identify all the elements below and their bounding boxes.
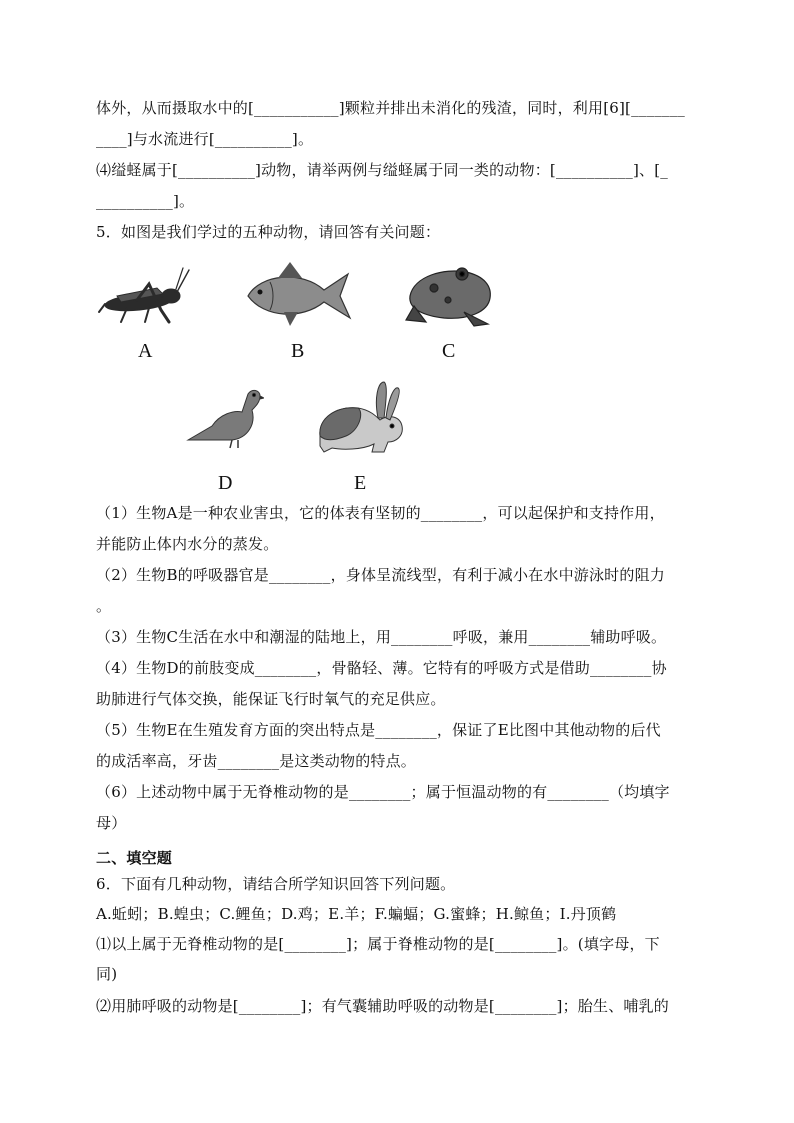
- carp-fish-icon: [244, 260, 352, 330]
- q4-line-3: ⑷缢蛏属于[__________]动物，请举两例与缢蛏属于同一类的动物：[__________]、[_: [96, 161, 668, 179]
- rabbit-icon: [316, 380, 406, 456]
- pigeon-icon: [186, 384, 264, 450]
- grasshopper-icon: [97, 266, 193, 328]
- q4-line-2: ____]与水流进行[__________]。: [96, 130, 314, 148]
- q5-sub2-line1: （2）生物B的呼吸器官是________，身体呈流线型，有利于减小在水中游泳时的阻力: [96, 566, 665, 584]
- q5-sub6-line2: 母）: [96, 814, 127, 832]
- q5-sub6-line1: （6）上述动物中属于无脊椎动物的是________；属于恒温动物的有________（均填字: [96, 783, 670, 801]
- q5-stem: 5．如图是我们学过的五种动物，请回答有关问题：: [96, 223, 441, 241]
- frog-icon: [404, 262, 496, 328]
- q5-sub1-line2: 并能防止体内水分的蒸发。: [96, 535, 279, 553]
- q5-sub5-line2: 的成活率高，牙齿________是这类动物的特点。: [96, 752, 417, 770]
- q5-sub4-line1: （4）生物D的前肢变成________，骨骼轻、薄。它特有的呼吸方式是借助________协: [96, 659, 667, 677]
- label-a: A: [138, 340, 153, 362]
- label-e: E: [354, 472, 367, 494]
- q4-line-1: 体外，从而摄取水中的[___________]颗粒并排出未消化的残渣，同时，利用[6][_______: [96, 99, 686, 117]
- label-c: C: [442, 340, 456, 362]
- q6-sub1-line1: ⑴以上属于无脊椎动物的是[________]；属于脊椎动物的是[________]。(填字母，下: [96, 935, 660, 953]
- q4-line-4: __________]。: [96, 192, 195, 210]
- q6-sub1-line2: 同): [96, 965, 118, 983]
- label-d: D: [218, 472, 233, 494]
- q5-sub3: （3）生物C生活在水中和潮湿的陆地上，用________呼吸，兼用________辅助呼吸。: [96, 628, 667, 646]
- q5-sub2-line2: 。: [96, 597, 112, 615]
- section-heading: 二、填空题: [96, 849, 173, 867]
- q5-sub1-line1: （1）生物A是一种农业害虫，它的体表有坚韧的________，可以起保护和支持作用，: [96, 504, 665, 522]
- q6-sub2: ⑵用肺呼吸的动物是[________]；有气囊辅助呼吸的动物是[________]；胎生、哺乳的: [96, 997, 670, 1015]
- q6-options: A.蚯蚓；B.蝗虫；C.鲤鱼；D.鸡；E.羊；F.蝙蝠；G.蜜蜂；H.鲸鱼；I.丹顶鹤: [96, 905, 617, 923]
- q6-stem: 6．下面有几种动物，请结合所学知识回答下列问题。: [96, 875, 456, 893]
- label-b: B: [291, 340, 305, 362]
- q5-sub5-line1: （5）生物E在生殖发育方面的突出特点是________，保证了E比图中其他动物的后代: [96, 721, 661, 739]
- q5-sub4-line2: 助肺进行气体交换，能保证飞行时氧气的充足供应。: [96, 690, 446, 708]
